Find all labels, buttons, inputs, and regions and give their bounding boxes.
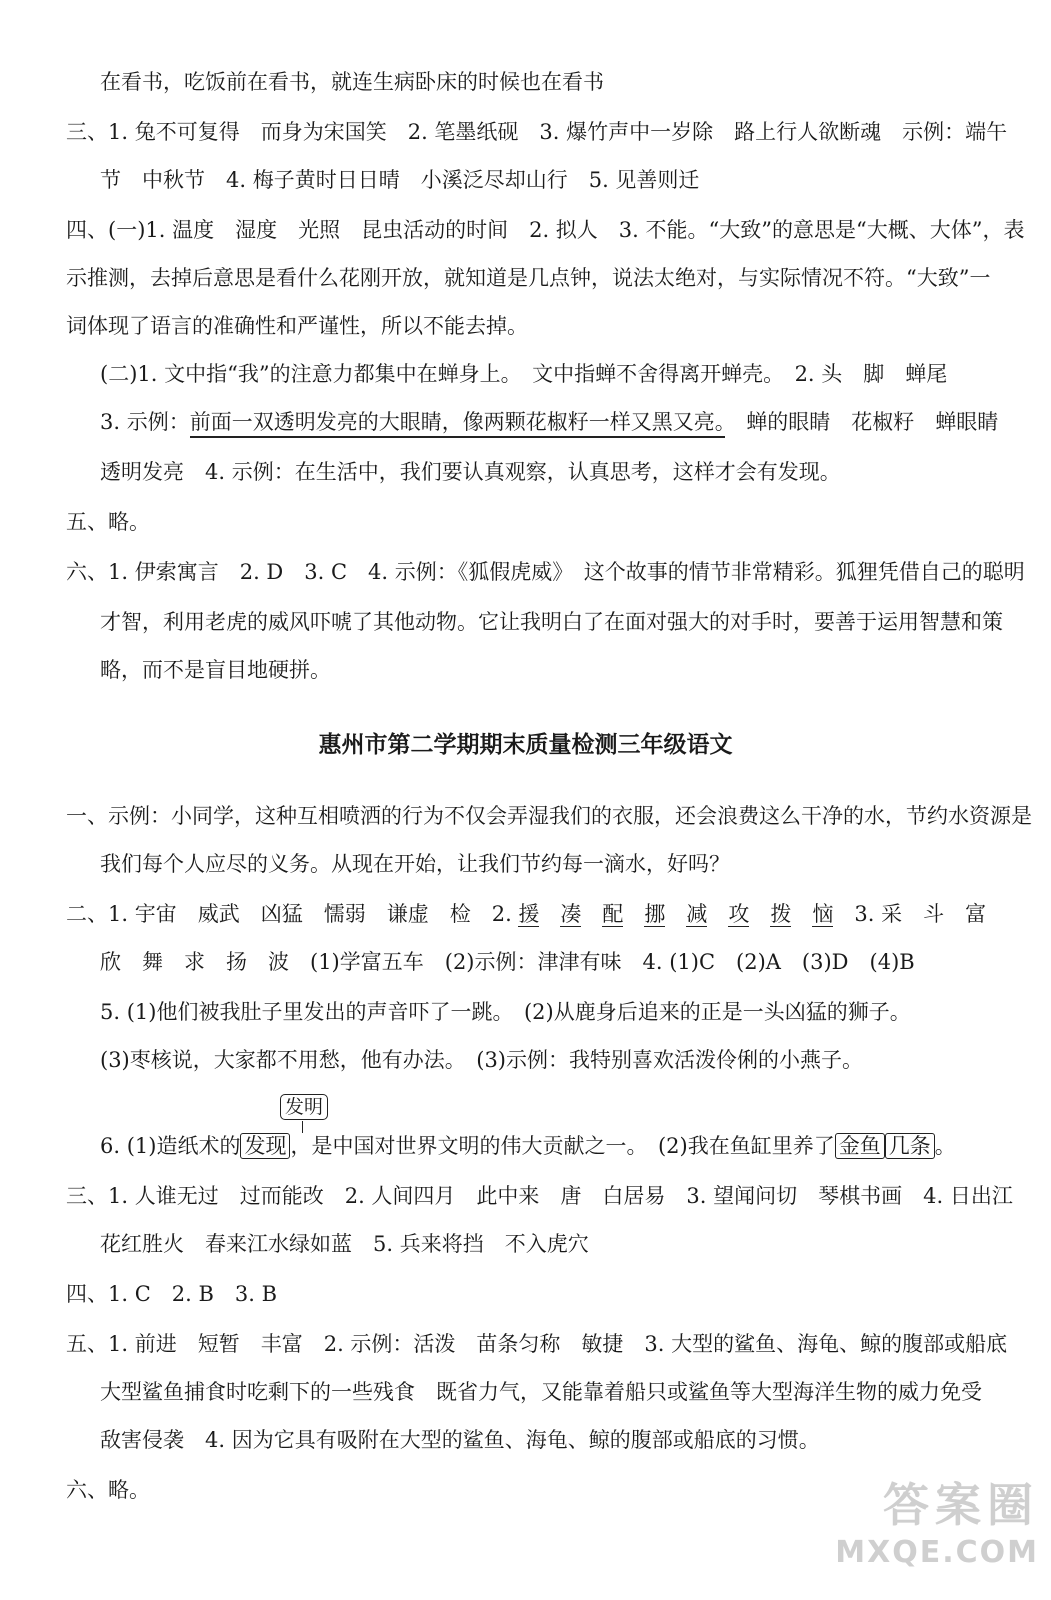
section-si-line-5	[100, 408, 1011, 436]
section-si-line-3: 词体现了语言的准确性和严谨性，所以不能去掉。	[66, 314, 528, 338]
boxed-word: 几条	[885, 1133, 935, 1159]
section-er-line-4: (3)枣核说，大家都不用愁，他有办法。 (3)示例：我特别喜欢活泼伶俐的小燕子。	[100, 1048, 863, 1072]
boxed-word: 金鱼	[835, 1133, 885, 1159]
section-san2-line-1: 三、1. 人谁无过 过而能改 2. 人间四月 此中来 唐 白居易 3. 望闻问切 琴棋书画 4. 日出江	[66, 1184, 1013, 1208]
section-si-line-4: (二)1. 文中指“我”的注意力都集中在蝉身上。 文中指蝉不舍得离开蝉壳。 2. 头 脚 蝉尾	[100, 362, 948, 386]
section-er-line-3: 5. (1)他们被我肚子里发出的声音吓了一跳。 (2)从鹿身后追来的正是一头凶猛的狮子。	[100, 1000, 911, 1024]
section-liu2: 六、略。	[66, 1478, 150, 1502]
underlined-sentence: 前面一双透明发亮的大眼睛，像两颗花椒籽一样又黑又亮。	[190, 410, 726, 438]
section-er-line-2: 欣 舞 求 扬 波 (1)学富五车 (2)示例：津津有味 4. (1)C (2)A (3)D (4)B	[100, 950, 915, 974]
section-si-line-1: 四、(一)1. 温度 湿度 光照 昆虫活动的时间 2. 拟人 3. 不能。“大致”的意思是“大概、大体”，表	[66, 218, 1025, 242]
underlined-character: 援	[518, 902, 540, 926]
text-middle: ，是中国对世界文明的伟大贡献之一。 (2)我在鱼缸里养了	[290, 1134, 835, 1158]
section-er-line-1	[66, 900, 1011, 928]
section-yi-line-2: 我们每个人应尽的义务。从现在开始，让我们节约每一滴水，好吗？	[100, 852, 730, 876]
section-si-line-6: 透明发亮 4. 示例：在生活中，我们要认真观察，认真思考，这样才会有发现。	[100, 460, 841, 484]
text-prefix: 6. (1)造纸术的	[100, 1134, 241, 1158]
section-yi-line-1: 一、示例：小同学，这种互相喷洒的行为不仅会弄湿我们的衣服，还会浪费这么干净的水，节约水资源是	[66, 804, 1032, 828]
section-san-line-1: 三、1. 兔不可复得 而身为宋国笑 2. 笔墨纸砚 3. 爆竹声中一岁除 路上行人欲断魂 示例：端午	[66, 120, 1008, 144]
section-er-line-6	[100, 1132, 1011, 1160]
text-suffix: 蝉的眼睛 花椒籽 蝉眼睛	[725, 410, 999, 434]
underlined-character: 凑	[560, 902, 582, 926]
text-line: 在看书，吃饭前在看书，就连生病卧床的时候也在看书	[100, 70, 604, 94]
underlined-character: 减	[686, 902, 708, 926]
correction-annotation: 发明	[280, 1094, 328, 1120]
underlined-character: 配	[602, 902, 624, 926]
section-liu-line-1: 六、1. 伊索寓言 2. D 3. C 4. 示例：《狐假虎威》 这个故事的情节非常精彩。狐狸凭借自己的聪明	[66, 560, 1025, 584]
underlined-character: 拨	[770, 902, 792, 926]
text-prefix: 3. 示例：	[100, 410, 190, 434]
section-wu: 五、略。	[66, 510, 150, 534]
section-liu-line-3: 略，而不是盲目地硬拼。	[100, 658, 331, 682]
site-watermark	[835, 1469, 1039, 1570]
text-prefix: 二、1. 宇宙 威武 凶猛 懦弱 谦虚 检 2.	[66, 902, 519, 926]
boxed-word: 发现	[240, 1133, 290, 1159]
watermark-logo-text: 答案圈	[883, 1478, 1039, 1532]
watermark-url: MXQE.COM	[835, 1535, 1039, 1570]
section-wu2-line-1: 五、1. 前进 短暂 丰富 2. 示例：活泼 苗条匀称 敏捷 3. 大型的鲨鱼、海龟、鲸的腹部或船底	[66, 1332, 1008, 1356]
exam-title: 惠州市第二学期期末质量检测三年级语文	[318, 732, 733, 758]
section-si2: 四、1. C 2. B 3. B	[66, 1282, 278, 1306]
text-suffix: 3. 采 斗 富	[833, 902, 987, 926]
text-suffix: 。	[934, 1134, 956, 1158]
section-san2-line-2: 花红胜火 春来江水绿如蓝 5. 兵来将挡 不入虎穴	[100, 1232, 589, 1256]
underlined-character: 攻	[728, 902, 750, 926]
section-si-line-2: 示推测，去掉后意思是看什么花刚开放，就知道是几点钟，说法太绝对，与实际情况不符。“大致”一	[66, 266, 991, 290]
underlined-character: 挪	[644, 902, 666, 926]
underlined-character: 恼	[812, 902, 834, 926]
section-liu-line-2: 才智，利用老虎的威风吓唬了其他动物。它让我明白了在面对强大的对手时，要善于运用智慧和策	[100, 610, 1003, 634]
section-wu2-line-3: 敌害侵袭 4. 因为它具有吸附在大型的鲨鱼、海龟、鲸的腹部或船底的习惯。	[100, 1428, 820, 1452]
section-san-line-2: 节 中秋节 4. 梅子黄时日日晴 小溪泛尽却山行 5. 见善则迁	[100, 168, 700, 192]
section-wu2-line-2: 大型鲨鱼捕食时吃剩下的一些残食 既省力气，又能靠着船只或鲨鱼等大型海洋生物的威力免受	[100, 1380, 982, 1404]
